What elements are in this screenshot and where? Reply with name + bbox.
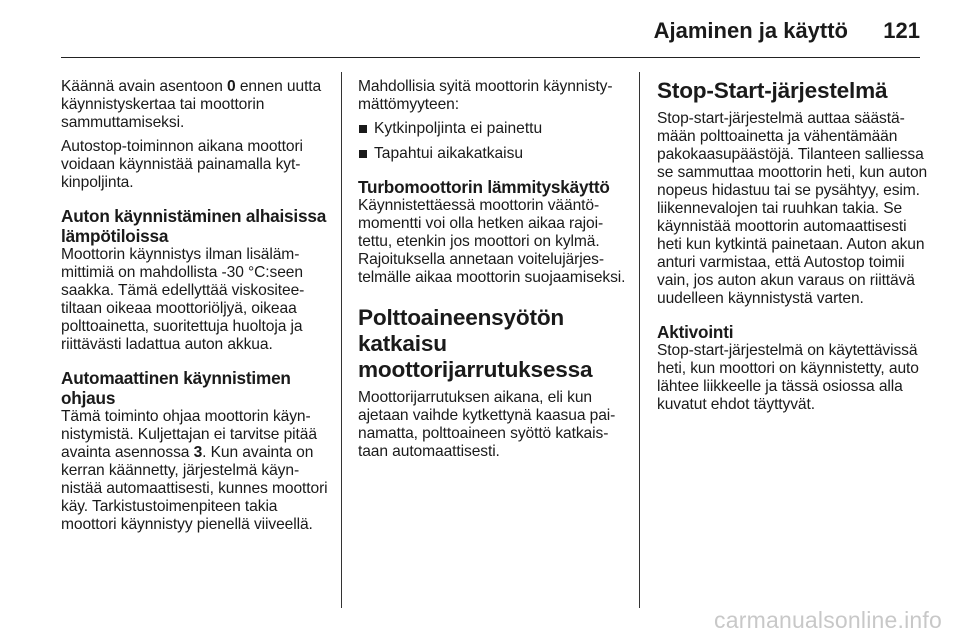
paragraph-text: Käännä avain asentoon xyxy=(61,78,228,95)
list-item xyxy=(358,120,630,138)
page-number: 121 xyxy=(883,18,920,43)
paragraph-text: ennen uutta käynnistyskertaa tai moottorin sammuttamiseksi. xyxy=(61,78,322,131)
paragraph-text: . Kun avainta on kerran käännetty, järjestelmä käynnistää automaattisesti, kunnes moottori käy. Tarkistustoimenpiteen takia moottori käynnistyy pienellä viiveellä. xyxy=(61,444,328,533)
heading-fuel-cutoff: Polttoaineensyötön katkaisu moottorijarrutuksessa xyxy=(358,305,593,382)
heading-cold-start: Auton käynnistäminen alhaisissa lämpötiloissa xyxy=(61,206,327,246)
list-item xyxy=(358,145,630,163)
text-column-right xyxy=(657,78,929,420)
paragraph-start-failure-causes: Mahdollisia syitä moottorin käynnistymättömyyteen: xyxy=(358,78,613,113)
heading-stop-start: Stop-Start-järjestelmä xyxy=(657,78,888,103)
paragraph-cold-start: Moottorin käynnistys ilman lisälämmittimiä on mahdollista -30 °C:seen saakka. Tämä edellyttää viskositeetiltaan oikeaa moottoriöljyä, oikeaa polttoainetta, suoritettuja huoltoja ja riittävästi ladattua auton akkua. xyxy=(61,246,305,353)
paragraph-fuel-cutoff: Moottorijarrutuksen aikana, eli kun ajetaan vaihde kytkettynä kaasua painamatta, polttoaineen syöttö katkaistaan automaattisesti. xyxy=(358,389,616,460)
heading-activation: Aktivointi xyxy=(657,322,734,342)
text-column-left xyxy=(61,78,333,540)
list-item-text: Tapahtui aikakatkaisu xyxy=(374,145,524,162)
paragraph-key-position xyxy=(61,78,333,132)
heading-auto-starter: Automaattinen käynnistimen ohjaus xyxy=(61,368,291,408)
paragraph-autostop: Autostop-toiminnon aikana moottori voidaan käynnistää painamalla kytkinpoljinta. xyxy=(61,138,303,191)
paragraph-text: Tämä toiminto ohjaa moottorin käynnistymistä. Kuljettajan ei tarvitse pitää avainta asennossa xyxy=(61,408,317,461)
column-divider-left xyxy=(341,72,342,608)
key-position-zero: 0 xyxy=(227,78,236,95)
paragraph-activation: Stop-start-järjestelmä on käytettävissä heti, kun moottori on käynnistetty, auto lähtee liikkeelle ja tässä osiossa alla kuvatut ehdot täyttyvät. xyxy=(657,342,919,413)
watermark: carmanualsonline.info xyxy=(714,607,942,633)
bullet-list-causes xyxy=(358,120,630,163)
list-item-text: Kytkinpoljinta ei painettu xyxy=(374,120,543,137)
paragraph-stop-start: Stop-start-järjestelmä auttaa säästämään polttoainetta ja vähentämään pakokaasupäästöjä. Tilanteen salliessa se sammuttaa moottorin heti, kun auton nopeus hidastuu tai se pysähtyy, esim. liikennevalojen tai ruuhkan takia. Se käynnistää moottorin automaattisesti heti kun kytkintä painetaan. Auton akun anturi varmistaa, että Autostop toimii vain, jos auton akun varaus on riittävä uudelleen käynnistystä varten. xyxy=(657,110,928,307)
column-divider-right xyxy=(639,72,640,608)
square-bullet-icon xyxy=(359,125,367,133)
key-position-three: 3 xyxy=(193,444,203,461)
text-column-middle xyxy=(358,78,630,467)
paragraph-turbo-warmup: Käynnistettäessä moottorin vääntömomentti voi olla hetken aikaa rajoitettu, etenkin jos moottori on kylmä. Rajoituksella annetaan voitelujärjestelmälle aikaa moottorin suojaamiseksi. xyxy=(358,197,626,286)
square-bullet-icon xyxy=(359,150,367,158)
header-divider xyxy=(61,57,920,58)
heading-turbo-warmup: Turbomoottorin lämmityskäyttö xyxy=(358,177,610,197)
running-header-title: Ajaminen ja käyttö xyxy=(653,18,848,43)
paragraph-auto-starter xyxy=(61,408,333,534)
